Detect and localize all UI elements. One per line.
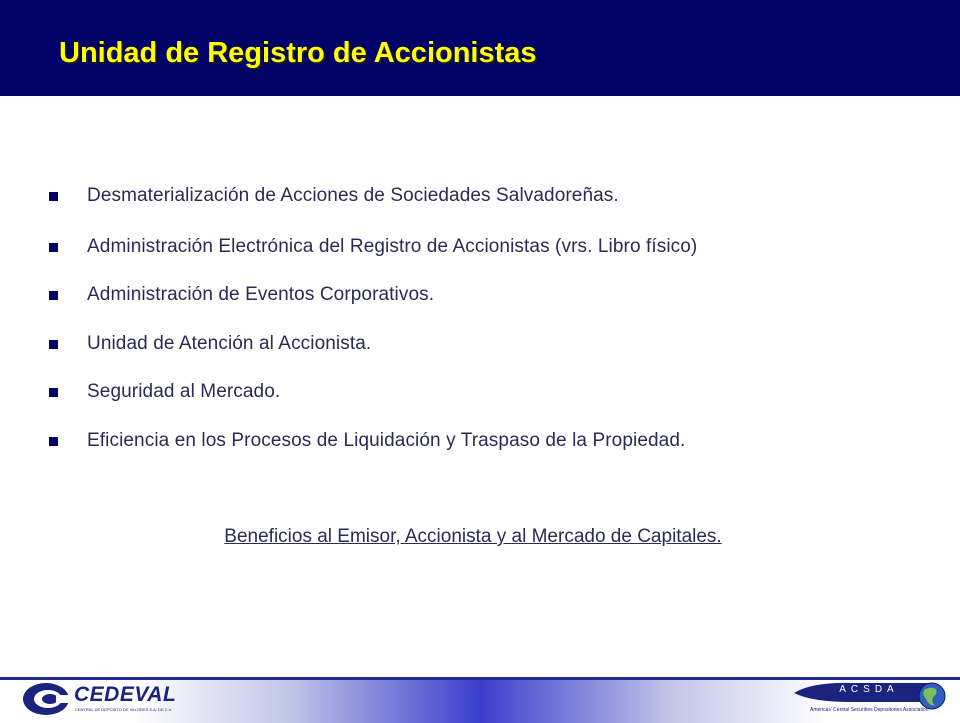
acsda-subtitle: Americas' Central Securities Depositories Association	[810, 707, 929, 713]
bullet-item	[49, 182, 619, 210]
bullet-item	[49, 330, 371, 358]
bullet-text: Desmaterialización de Acciones de Sociedades Salvadoreñas.	[87, 185, 619, 206]
bullet-text: Seguridad al Mercado.	[87, 381, 281, 402]
benefits-caption: Beneficios al Emisor, Accionista y al Mercado de Capitales.	[224, 526, 722, 547]
bullet-item	[49, 427, 685, 455]
acsda-name: ACSDA	[839, 684, 899, 695]
acsda-logo	[792, 680, 947, 718]
square-bullet-icon	[49, 192, 58, 201]
square-bullet-icon	[49, 340, 58, 349]
square-bullet-icon	[49, 291, 58, 300]
bullet-item	[49, 281, 434, 309]
bullet-text: Unidad de Atención al Accionista.	[87, 333, 372, 354]
bullet-item	[49, 233, 697, 261]
cedeval-emblem-icon	[22, 681, 72, 717]
slide-title: Unidad de Registro de Accionistas	[59, 37, 537, 69]
square-bullet-icon	[49, 388, 58, 397]
cedeval-logo	[22, 681, 192, 717]
square-bullet-icon	[49, 437, 58, 446]
cedeval-name: CEDEVAL	[74, 683, 177, 706]
bullet-text: Administración Electrónica del Registro de Accionistas (vrs. Libro físico)	[87, 236, 698, 257]
square-bullet-icon	[49, 243, 58, 252]
bullet-text: Administración de Eventos Corporativos.	[87, 284, 435, 305]
bullet-item	[49, 378, 280, 406]
cedeval-subtitle: CENTRAL DE DEPOSITO DE VALORES S.A. DE C.V.	[75, 707, 173, 712]
bullet-text: Eficiencia en los Procesos de Liquidación y Traspaso de la Propiedad.	[87, 430, 686, 451]
